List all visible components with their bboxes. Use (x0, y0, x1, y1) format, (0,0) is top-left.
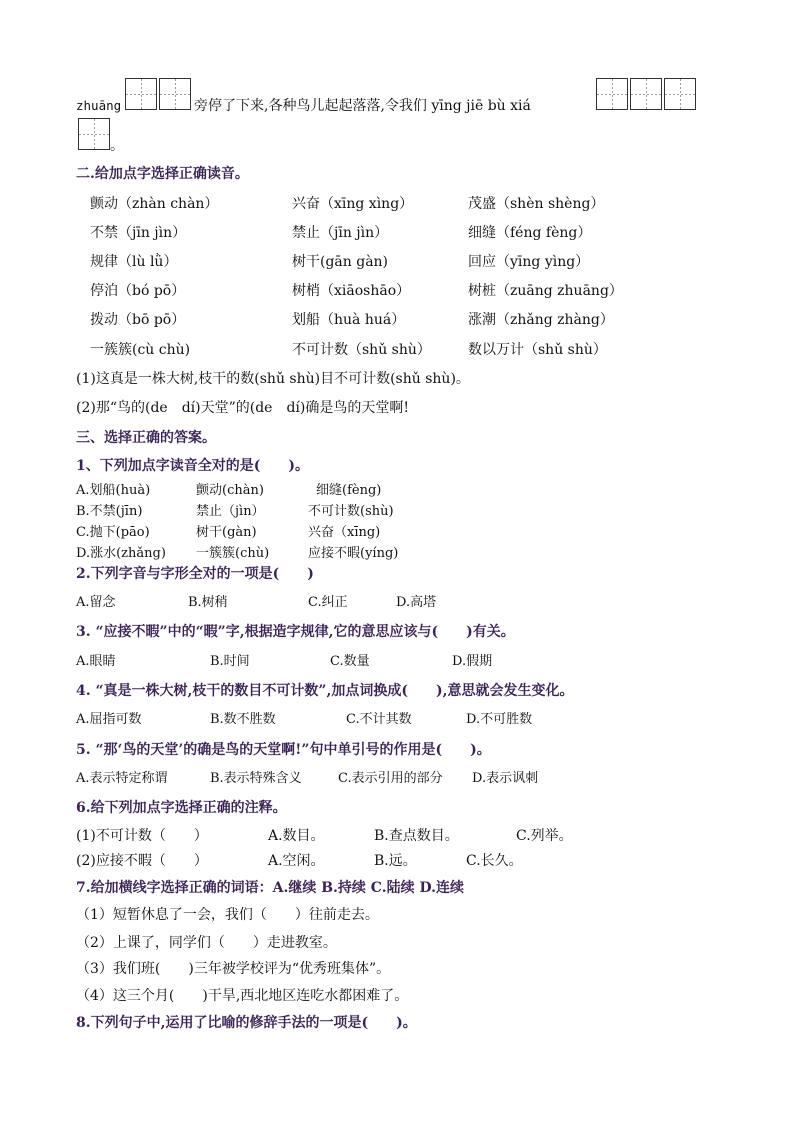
writing-box[interactable] (630, 78, 662, 110)
question-1: 1、下列加点字读音全对的是( )。 (76, 458, 309, 474)
writing-box[interactable] (125, 78, 157, 110)
question-2: 2.下列字音与字形全对的一项是( ) (76, 566, 314, 582)
q7-item: （1）短暂休息了一会，我们（ ）往前走去。 (76, 907, 379, 923)
option: B.表示特殊含义 (210, 771, 302, 786)
q6-item: (1)不可计数（ ） (76, 828, 208, 844)
option: B.数不胜数 (210, 712, 276, 727)
intro-end-mark: 。 (110, 138, 124, 154)
option: D.不可胜数 (466, 712, 533, 727)
reading-item: 细缝（féng fèng） (468, 225, 592, 241)
option: 不可计数(shù) (308, 504, 394, 519)
reading-item: 不禁（jīn jìn） (90, 225, 187, 241)
option: B.不禁(jīn) (76, 504, 143, 519)
q6-item: (2)应接不暇（ ） (76, 853, 208, 869)
question-4: 4. “真是一株大树,枝干的数目不可计数”,加点词换成( ),意思就会发生变化。 (76, 683, 574, 699)
section-2-title: 二.给加点字选择正确读音。 (76, 166, 249, 182)
option: A.数目。 (268, 828, 325, 844)
option: A.眼睛 (76, 654, 116, 669)
option: 颤动(chàn) (196, 483, 264, 498)
option: D.假期 (452, 654, 493, 669)
option: C.列举。 (516, 828, 573, 844)
option: C.长久。 (466, 853, 523, 869)
option: B.查点数目。 (374, 828, 459, 844)
reading-item: 拨动（bō pō） (90, 312, 186, 328)
reading-item: 茂盛（shèn shèng） (468, 196, 605, 212)
option: A.屈指可数 (76, 712, 142, 727)
reading-item: 禁止（jīn jìn） (292, 225, 389, 241)
option: A.留念 (76, 595, 116, 610)
option: A.划船(huà) (76, 483, 151, 498)
option: B.远。 (374, 853, 417, 869)
reading-item: 颤动（zhàn chàn） (90, 196, 219, 212)
option: 细缝(fèng) (316, 483, 382, 498)
option: B.时间 (210, 654, 250, 669)
question-8: 8.下列句子中,运用了比喻的修辞手法的一项是( )。 (76, 1015, 417, 1031)
option: D.高塔 (396, 595, 437, 610)
writing-box[interactable] (664, 78, 696, 110)
reading-item: 一簇簇(cù chù) (90, 342, 191, 358)
reading-item: 涨潮（zhǎng zhàng） (468, 312, 614, 328)
option: C.表示引用的部分 (338, 771, 443, 786)
question-6: 6.给下列加点字选择正确的注释。 (76, 800, 287, 816)
reading-item: 不可计数（shǔ shù） (292, 342, 431, 358)
sentence-2: (2)那“鸟的(de dí)天堂”的(de dí)确是鸟的天堂啊! (76, 400, 409, 416)
reading-item: 树桩（zuāng zhuāng） (468, 283, 623, 299)
reading-item: 停泊（bó pō） (90, 283, 186, 299)
option: 兴奋（xīng) (308, 525, 381, 540)
pinyin-zhuang: zhuāng (76, 98, 122, 113)
option: D.表示讽刺 (472, 771, 539, 786)
intro-mid-text: 旁停了下来,各种鸟儿起起落落,令我们 yīng jiē bù xiá (194, 98, 531, 114)
reading-item: 回应（yīng yìng） (468, 254, 590, 270)
reading-item: 规律（lù lǜ） (90, 254, 178, 270)
option: 禁止（jìn） (196, 504, 265, 519)
reading-item: 数以万计（shǔ shù） (468, 342, 607, 358)
option: C.数量 (330, 654, 370, 669)
q7-item: （4）这三个月( )干旱,西北地区连吃水都困难了。 (76, 988, 409, 1004)
question-7: 7.给加横线字选择正确的词语：A.继续 B.持续 C.陆续 D.连续 (76, 880, 464, 896)
reading-item: 树干(gān gàn) (292, 254, 389, 270)
option: C.纠正 (308, 595, 348, 610)
question-3: 3. “应接不暇”中的“暇”字,根据造字规律,它的意思应该与( )有关。 (76, 624, 515, 640)
q7-item: （3）我们班( )三年被学校评为“优秀班集体”。 (76, 961, 391, 977)
writing-box[interactable] (159, 78, 191, 110)
sentence-1: (1)这真是一株大树,枝干的数(shǔ shù)目不可计数(shǔ shù)。 (76, 371, 470, 387)
question-5: 5. “那‘鸟的天堂’的确是鸟的天堂啊!”句中单引号的作用是( )。 (76, 742, 491, 758)
q7-item: （2）上课了，同学们（ ）走进教室。 (76, 935, 337, 951)
reading-item: 树梢（xiāoshāo） (292, 283, 411, 299)
option: 树干(gàn) (196, 525, 257, 540)
reading-item: 兴奋（xīng xìng） (292, 196, 414, 212)
option: D.涨水(zhǎng) (76, 546, 166, 561)
writing-box[interactable] (596, 78, 628, 110)
writing-box[interactable] (78, 118, 110, 150)
option: 一簇簇(chù) (196, 546, 270, 561)
option: A.表示特定称谓 (76, 771, 168, 786)
reading-item: 划船（huà huá） (292, 312, 406, 328)
option: A.空闲。 (268, 853, 325, 869)
option: 应接不暇(yíng) (308, 546, 399, 561)
section-3-title: 三、选择正确的答案。 (76, 430, 216, 446)
option: C.不计其数 (346, 712, 412, 727)
option: C.抛下(pāo) (76, 525, 150, 540)
option: B.树稍 (188, 595, 228, 610)
